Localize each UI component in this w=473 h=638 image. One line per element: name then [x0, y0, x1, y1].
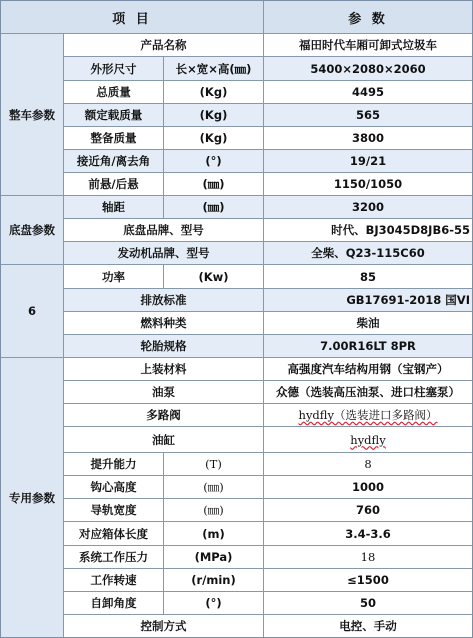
row-label-system-pressure: 系统工作压力	[64, 546, 164, 569]
row-value-control-mode: 电控、手动	[264, 615, 472, 637]
row-value-emission: GB17691-2018 国VI	[264, 289, 472, 312]
row-label-power: 功率	[64, 265, 164, 289]
row-label-engine-model: 发动机品牌、型号	[64, 242, 264, 265]
row-value-chassis-model: 时代、BJ3045D8JB6-55	[264, 219, 472, 242]
row-label-dump-angle: 自卸角度	[64, 592, 164, 615]
row-unit-power: (Kw)	[164, 265, 264, 289]
row-value-cylinder: hydfly	[264, 427, 472, 453]
row-value-system-pressure: 18	[264, 546, 472, 569]
row-unit-working-speed: (r/min)	[164, 569, 264, 592]
group-chassis: 底盘参数	[1, 196, 64, 265]
row-label-working-speed: 工作转速	[64, 569, 164, 592]
row-value-angles: 19/21	[264, 150, 472, 173]
group-6: 6	[1, 265, 64, 358]
row-value-body-material: 高强度汽车结构用钢（宝钢产）	[264, 358, 472, 381]
row-label-hook-height: 钩心高度	[64, 476, 164, 499]
row-value-tire: 7.00R16LT 8PR	[264, 335, 472, 358]
row-unit-dimensions: 长×宽×高(㎜)	[164, 57, 264, 81]
row-unit-lift-capacity: (T)	[164, 453, 264, 476]
row-label-rail-width: 导轨宽度	[64, 499, 164, 522]
row-value-power: 85	[264, 265, 472, 289]
row-value-engine-model: 全柴、Q23-115C60	[264, 242, 472, 265]
row-label-gross-mass: 总质量	[64, 81, 164, 104]
row-value-box-length: 3.4-3.6	[264, 522, 472, 546]
row-label-tire: 轮胎规格	[64, 335, 264, 358]
row-value-lift-capacity: 8	[264, 453, 472, 476]
row-label-chassis-model: 底盘品牌、型号	[64, 219, 264, 242]
row-unit-curb-mass: (Kg)	[164, 127, 264, 150]
row-unit-gross-mass: (Kg)	[164, 81, 264, 104]
row-label-cylinder: 油缸	[64, 427, 264, 453]
row-label-body-material: 上装材料	[64, 358, 264, 381]
row-value-product-name: 福田时代车厢可卸式垃圾车	[264, 34, 472, 57]
row-unit-rated-load: (Kg)	[164, 104, 264, 127]
row-label-control-mode: 控制方式	[64, 615, 264, 637]
row-label-wheelbase: 轴距	[64, 196, 164, 219]
row-unit-rail-width: (㎜)	[164, 499, 264, 522]
header-value: 参 数	[264, 1, 472, 34]
row-value-working-speed: ≤1500	[264, 569, 472, 592]
row-unit-system-pressure: (MPa)	[164, 546, 264, 569]
row-label-dimensions: 外形尺寸	[64, 57, 164, 81]
row-value-dump-angle: 50	[264, 592, 472, 615]
group-vehicle: 整车参数	[1, 34, 64, 196]
row-label-angles: 接近角/离去角	[64, 150, 164, 173]
row-unit-angles: (°)	[164, 150, 264, 173]
row-label-oil-pump: 油泵	[64, 381, 264, 404]
row-value-hook-height: 1000	[264, 476, 472, 499]
row-value-fuel: 柴油	[264, 312, 472, 335]
row-label-overhang: 前悬/后悬	[64, 173, 164, 196]
row-label-product-name: 产品名称	[64, 34, 264, 57]
row-unit-overhang: (㎜)	[164, 173, 264, 196]
row-value-wheelbase: 3200	[264, 196, 472, 219]
row-unit-dump-angle: (°)	[164, 592, 264, 615]
group-special: 专用参数	[1, 358, 64, 637]
row-label-rated-load: 额定载质量	[64, 104, 164, 127]
row-label-curb-mass: 整备质量	[64, 127, 164, 150]
row-unit-hook-height: (㎜)	[164, 476, 264, 499]
row-value-dimensions: 5400×2080×2060	[264, 57, 472, 81]
row-label-fuel: 燃料种类	[64, 312, 264, 335]
row-value-overhang: 1150/1050	[264, 173, 472, 196]
row-value-rated-load: 565	[264, 104, 472, 127]
row-label-box-length: 对应箱体长度	[64, 522, 164, 546]
row-value-oil-pump: 众德（选装高压油泵、进口柱塞泵）	[264, 381, 472, 404]
row-label-multi-valve: 多路阀	[64, 404, 264, 427]
row-unit-box-length: (m)	[164, 522, 264, 546]
row-label-lift-capacity: 提升能力	[64, 453, 164, 476]
row-value-gross-mass: 4495	[264, 81, 472, 104]
row-value-rail-width: 760	[264, 499, 472, 522]
row-label-emission: 排放标准	[64, 289, 264, 312]
row-value-multi-valve: hydfly（选装进口多路阀）	[264, 404, 472, 427]
header-item: 项 目	[1, 1, 264, 34]
row-value-curb-mass: 3800	[264, 127, 472, 150]
row-unit-wheelbase: (㎜)	[164, 196, 264, 219]
